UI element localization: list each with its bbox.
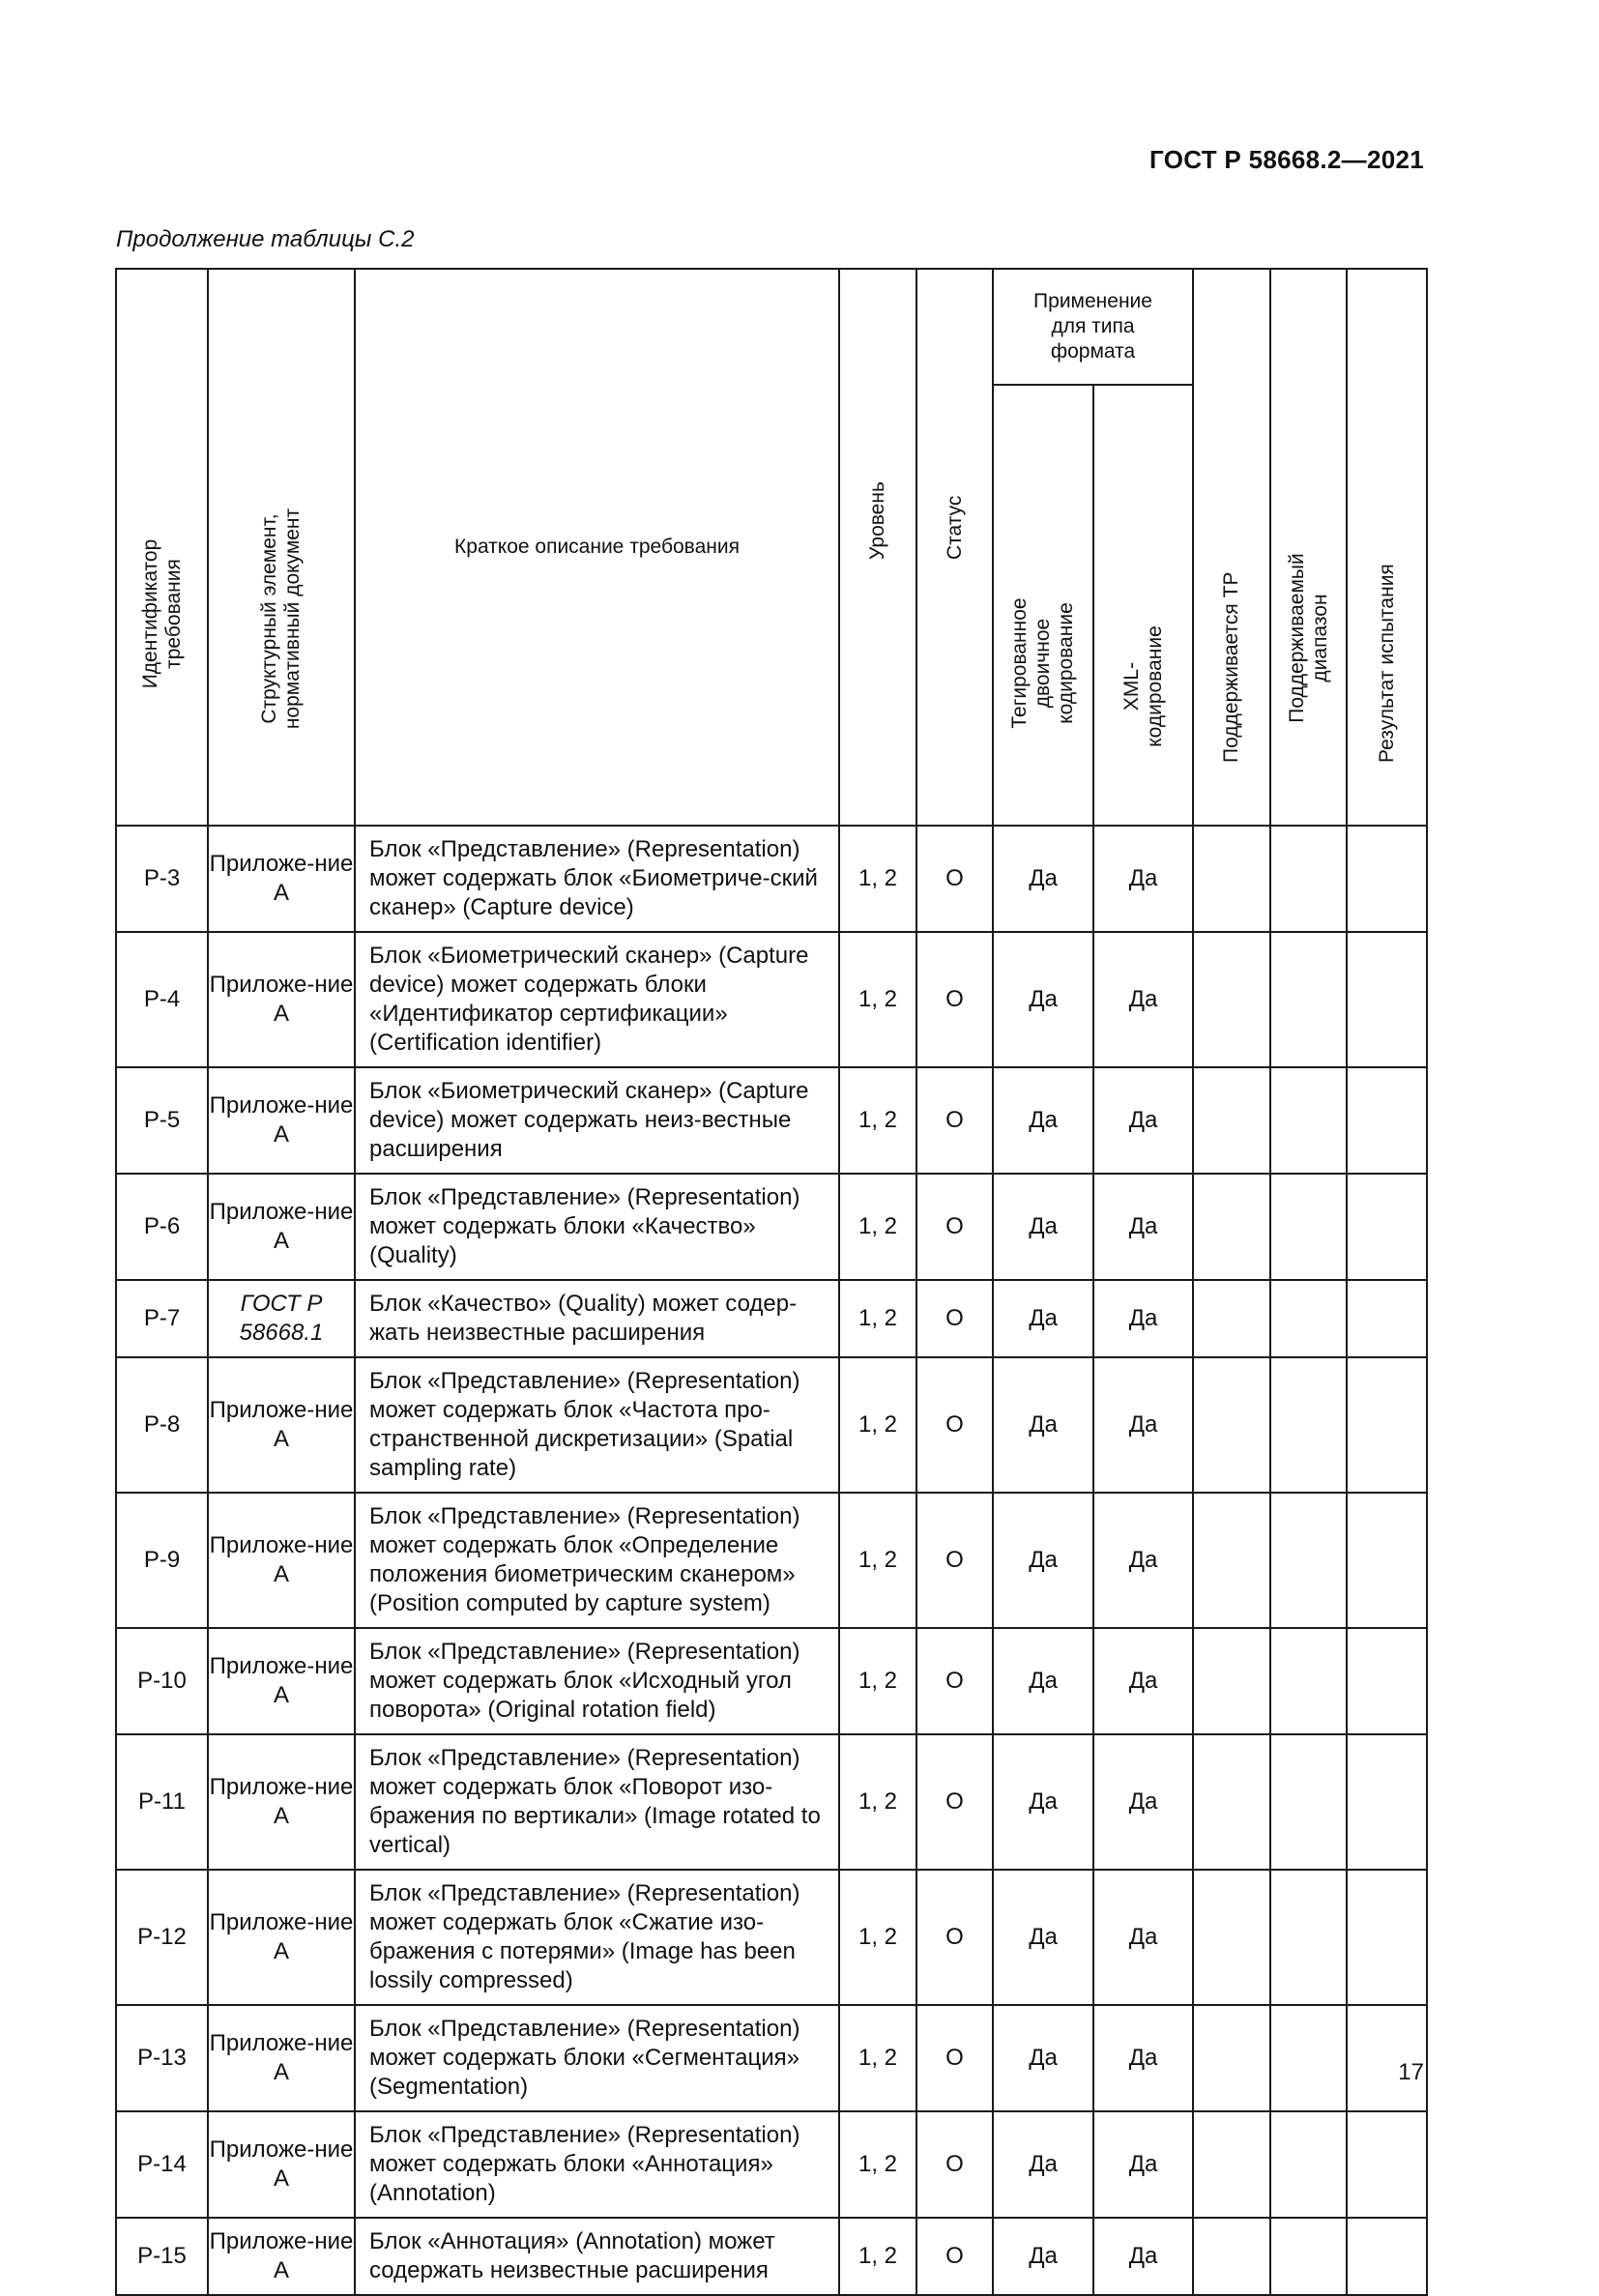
xml-value: Да — [1093, 2005, 1193, 2111]
tagged-binary-value: Да — [993, 1174, 1093, 1280]
xml-value: Да — [1093, 2111, 1193, 2218]
structural-element: Приложе-ние А — [208, 1493, 355, 1628]
status-value: О — [916, 1870, 993, 2005]
xml-value: Да — [1093, 1174, 1193, 1280]
supported-cell — [1193, 1357, 1270, 1493]
tagged-binary-value: Да — [993, 1067, 1093, 1174]
xml-value: Да — [1093, 932, 1193, 1067]
xml-value: Да — [1093, 1493, 1193, 1628]
structural-element: Приложе-ние А — [208, 1734, 355, 1870]
range-cell — [1270, 1357, 1347, 1493]
page-number: 17 — [1398, 2059, 1424, 2085]
requirement-description: Блок «Представление» (Representation) может содержать блоки «Качество» (Quality) — [355, 1174, 839, 1280]
requirement-description: Блок «Представление» (Representation) может содержать блок «Частота про-странственной дискретизации» (Spatial sampling rate) — [355, 1357, 839, 1493]
requirement-id: Р-11 — [116, 1734, 208, 1870]
range-cell — [1270, 1870, 1347, 2005]
result-cell — [1347, 1870, 1427, 2005]
structural-element: Приложе-ние А — [208, 826, 355, 932]
tagged-binary-value: Да — [993, 1628, 1093, 1734]
tagged-binary-value: Да — [993, 1734, 1093, 1870]
level-value: 1, 2 — [839, 1357, 916, 1493]
table-body — [116, 826, 1427, 2295]
requirement-description: Блок «Представление» (Representation) может содержать блок «Исходный угол поворота» (Original rotation field) — [355, 1628, 839, 1734]
xml-value: Да — [1093, 1067, 1193, 1174]
structural-element: Приложе-ние А — [208, 2111, 355, 2218]
level-value: 1, 2 — [839, 1628, 916, 1734]
tagged-binary-value: Да — [993, 932, 1093, 1067]
status-value: О — [916, 1174, 993, 1280]
range-cell — [1270, 1493, 1347, 1628]
xml-value: Да — [1093, 1870, 1193, 2005]
xml-value: Да — [1093, 1734, 1193, 1870]
level-value: 1, 2 — [839, 2005, 916, 2111]
status-value: О — [916, 1493, 993, 1628]
status-value: О — [916, 1357, 993, 1493]
level-value: 1, 2 — [839, 932, 916, 1067]
range-cell — [1270, 1174, 1347, 1280]
supported-cell — [1193, 1174, 1270, 1280]
supported-cell — [1193, 2218, 1270, 2295]
tagged-binary-value: Да — [993, 1357, 1093, 1493]
supported-cell — [1193, 826, 1270, 932]
result-cell — [1347, 2218, 1427, 2295]
status-value: О — [916, 1628, 993, 1734]
level-value: 1, 2 — [839, 2111, 916, 2218]
range-cell — [1270, 1067, 1347, 1174]
range-cell — [1270, 932, 1347, 1067]
structural-element: ГОСТ Р 58668.1 — [208, 1280, 355, 1357]
level-value: 1, 2 — [839, 1067, 916, 1174]
result-cell — [1347, 1493, 1427, 1628]
document-standard-header: ГОСТ Р 58668.2—2021 — [1149, 145, 1424, 174]
status-value: О — [916, 1280, 993, 1357]
structural-element: Приложе-ние А — [208, 2005, 355, 2111]
structural-element: Приложе-ние А — [208, 2218, 355, 2295]
table-row — [116, 1280, 1427, 1357]
tagged-binary-value: Да — [993, 1870, 1093, 2005]
header-application-group: Применение для типа формата — [993, 269, 1193, 385]
tagged-binary-value: Да — [993, 2005, 1093, 2111]
supported-cell — [1193, 2005, 1270, 2111]
requirement-id: Р-5 — [116, 1067, 208, 1174]
requirement-description: Блок «Биометрический сканер» (Capture device) может содержать неиз-вестные расширения — [355, 1067, 839, 1174]
requirement-id: Р-14 — [116, 2111, 208, 2218]
status-value: О — [916, 826, 993, 932]
table-row — [116, 1493, 1427, 1628]
supported-cell — [1193, 1870, 1270, 2005]
requirement-id: Р-10 — [116, 1628, 208, 1734]
table-row — [116, 1734, 1427, 1870]
supported-cell — [1193, 1280, 1270, 1357]
header-supported: Поддерживается ТР — [1193, 269, 1270, 826]
structural-element: Приложе-ние А — [208, 1067, 355, 1174]
requirement-id: Р-3 — [116, 826, 208, 932]
requirement-description: Блок «Представление» (Representation) может содержать блок «Сжатие изо-бражения с потерями» (Image has been lossily compressed) — [355, 1870, 839, 2005]
level-value: 1, 2 — [839, 826, 916, 932]
table-row — [116, 2218, 1427, 2295]
requirement-description: Блок «Представление» (Representation) может содержать блок «Поворот изо-бражения по вертикали» (Image rotated to vertical) — [355, 1734, 839, 1870]
status-value: О — [916, 2111, 993, 2218]
table-row — [116, 2111, 1427, 2218]
header-level: Уровень — [839, 269, 916, 826]
status-value: О — [916, 932, 993, 1067]
status-value: О — [916, 1734, 993, 1870]
header-id: Идентификатор требования — [116, 269, 208, 826]
header-description: Краткое описание требования — [355, 269, 839, 826]
requirement-id: Р-8 — [116, 1357, 208, 1493]
level-value: 1, 2 — [839, 1870, 916, 2005]
structural-element: Приложе-ние А — [208, 1870, 355, 2005]
header-status: Статус — [916, 269, 993, 826]
result-cell — [1347, 1734, 1427, 1870]
requirement-id: Р-7 — [116, 1280, 208, 1357]
tagged-binary-value: Да — [993, 1493, 1093, 1628]
table-row — [116, 826, 1427, 932]
header-range: Поддерживаемый диапазон — [1270, 269, 1347, 826]
requirement-description: Блок «Представление» (Representation) может содержать блок «Определение положения биометрическим сканером» (Position computed by capture system) — [355, 1493, 839, 1628]
structural-element: Приложе-ние А — [208, 1357, 355, 1493]
xml-value: Да — [1093, 826, 1193, 932]
result-cell — [1347, 1174, 1427, 1280]
header-structural: Структурный элемент, нормативный документ — [208, 269, 355, 826]
range-cell — [1270, 2218, 1347, 2295]
xml-value: Да — [1093, 1357, 1193, 1493]
level-value: 1, 2 — [839, 2218, 916, 2295]
table-row — [116, 1870, 1427, 2005]
result-cell — [1347, 1280, 1427, 1357]
result-cell — [1347, 1357, 1427, 1493]
requirements-table — [115, 268, 1428, 2296]
table-row — [116, 1174, 1427, 1280]
requirement-id: Р-6 — [116, 1174, 208, 1280]
requirement-description: Блок «Представление» (Representation) может содержать блоки «Сегментация» (Segmentation) — [355, 2005, 839, 2111]
result-cell — [1347, 932, 1427, 1067]
table-row — [116, 1067, 1427, 1174]
xml-value: Да — [1093, 1280, 1193, 1357]
table-row — [116, 1628, 1427, 1734]
requirement-id: Р-12 — [116, 1870, 208, 2005]
requirement-id: Р-9 — [116, 1493, 208, 1628]
result-cell — [1347, 2005, 1427, 2111]
requirement-id: Р-15 — [116, 2218, 208, 2295]
range-cell — [1270, 1734, 1347, 1870]
requirement-description: Блок «Аннотация» (Annotation) может содержать неизвестные расширения — [355, 2218, 839, 2295]
level-value: 1, 2 — [839, 1493, 916, 1628]
level-value: 1, 2 — [839, 1734, 916, 1870]
result-cell — [1347, 1628, 1427, 1734]
supported-cell — [1193, 2111, 1270, 2218]
status-value: О — [916, 2005, 993, 2111]
supported-cell — [1193, 1493, 1270, 1628]
result-cell — [1347, 2111, 1427, 2218]
requirement-description: Блок «Представление» (Representation) может содержать блок «Биометриче-ский сканер» (Capture device) — [355, 826, 839, 932]
supported-cell — [1193, 1734, 1270, 1870]
header-result: Результат испытания — [1347, 269, 1427, 826]
result-cell — [1347, 1067, 1427, 1174]
structural-element: Приложе-ние А — [208, 1628, 355, 1734]
tagged-binary-value: Да — [993, 2218, 1093, 2295]
xml-value: Да — [1093, 2218, 1193, 2295]
table-row — [116, 932, 1427, 1067]
range-cell — [1270, 1628, 1347, 1734]
structural-element: Приложе-ние А — [208, 932, 355, 1067]
tagged-binary-value: Да — [993, 826, 1093, 932]
table-caption: Продолжение таблицы С.2 — [116, 226, 415, 252]
requirement-id: Р-4 — [116, 932, 208, 1067]
status-value: О — [916, 2218, 993, 2295]
supported-cell — [1193, 932, 1270, 1067]
supported-cell — [1193, 1067, 1270, 1174]
supported-cell — [1193, 1628, 1270, 1734]
level-value: 1, 2 — [839, 1280, 916, 1357]
range-cell — [1270, 826, 1347, 932]
range-cell — [1270, 2005, 1347, 2111]
requirement-description: Блок «Представление» (Representation) может содержать блоки «Аннотация» (Annotation) — [355, 2111, 839, 2218]
range-cell — [1270, 2111, 1347, 2218]
structural-element: Приложе-ние А — [208, 1174, 355, 1280]
table-row — [116, 1357, 1427, 1493]
tagged-binary-value: Да — [993, 1280, 1093, 1357]
header-tagged-binary: Тегированное двоичное кодирование — [993, 385, 1093, 826]
requirement-description: Блок «Качество» (Quality) может содер-жать неизвестные расширения — [355, 1280, 839, 1357]
tagged-binary-value: Да — [993, 2111, 1093, 2218]
result-cell — [1347, 826, 1427, 932]
level-value: 1, 2 — [839, 1174, 916, 1280]
header-xml: XML-кодирование — [1093, 385, 1193, 826]
requirement-description: Блок «Биометрический сканер» (Capture device) может содержать блоки «Идентификатор сертификации» (Certification identifier) — [355, 932, 839, 1067]
requirement-id: Р-13 — [116, 2005, 208, 2111]
range-cell — [1270, 1280, 1347, 1357]
xml-value: Да — [1093, 1628, 1193, 1734]
table-row — [116, 2005, 1427, 2111]
status-value: О — [916, 1067, 993, 1174]
